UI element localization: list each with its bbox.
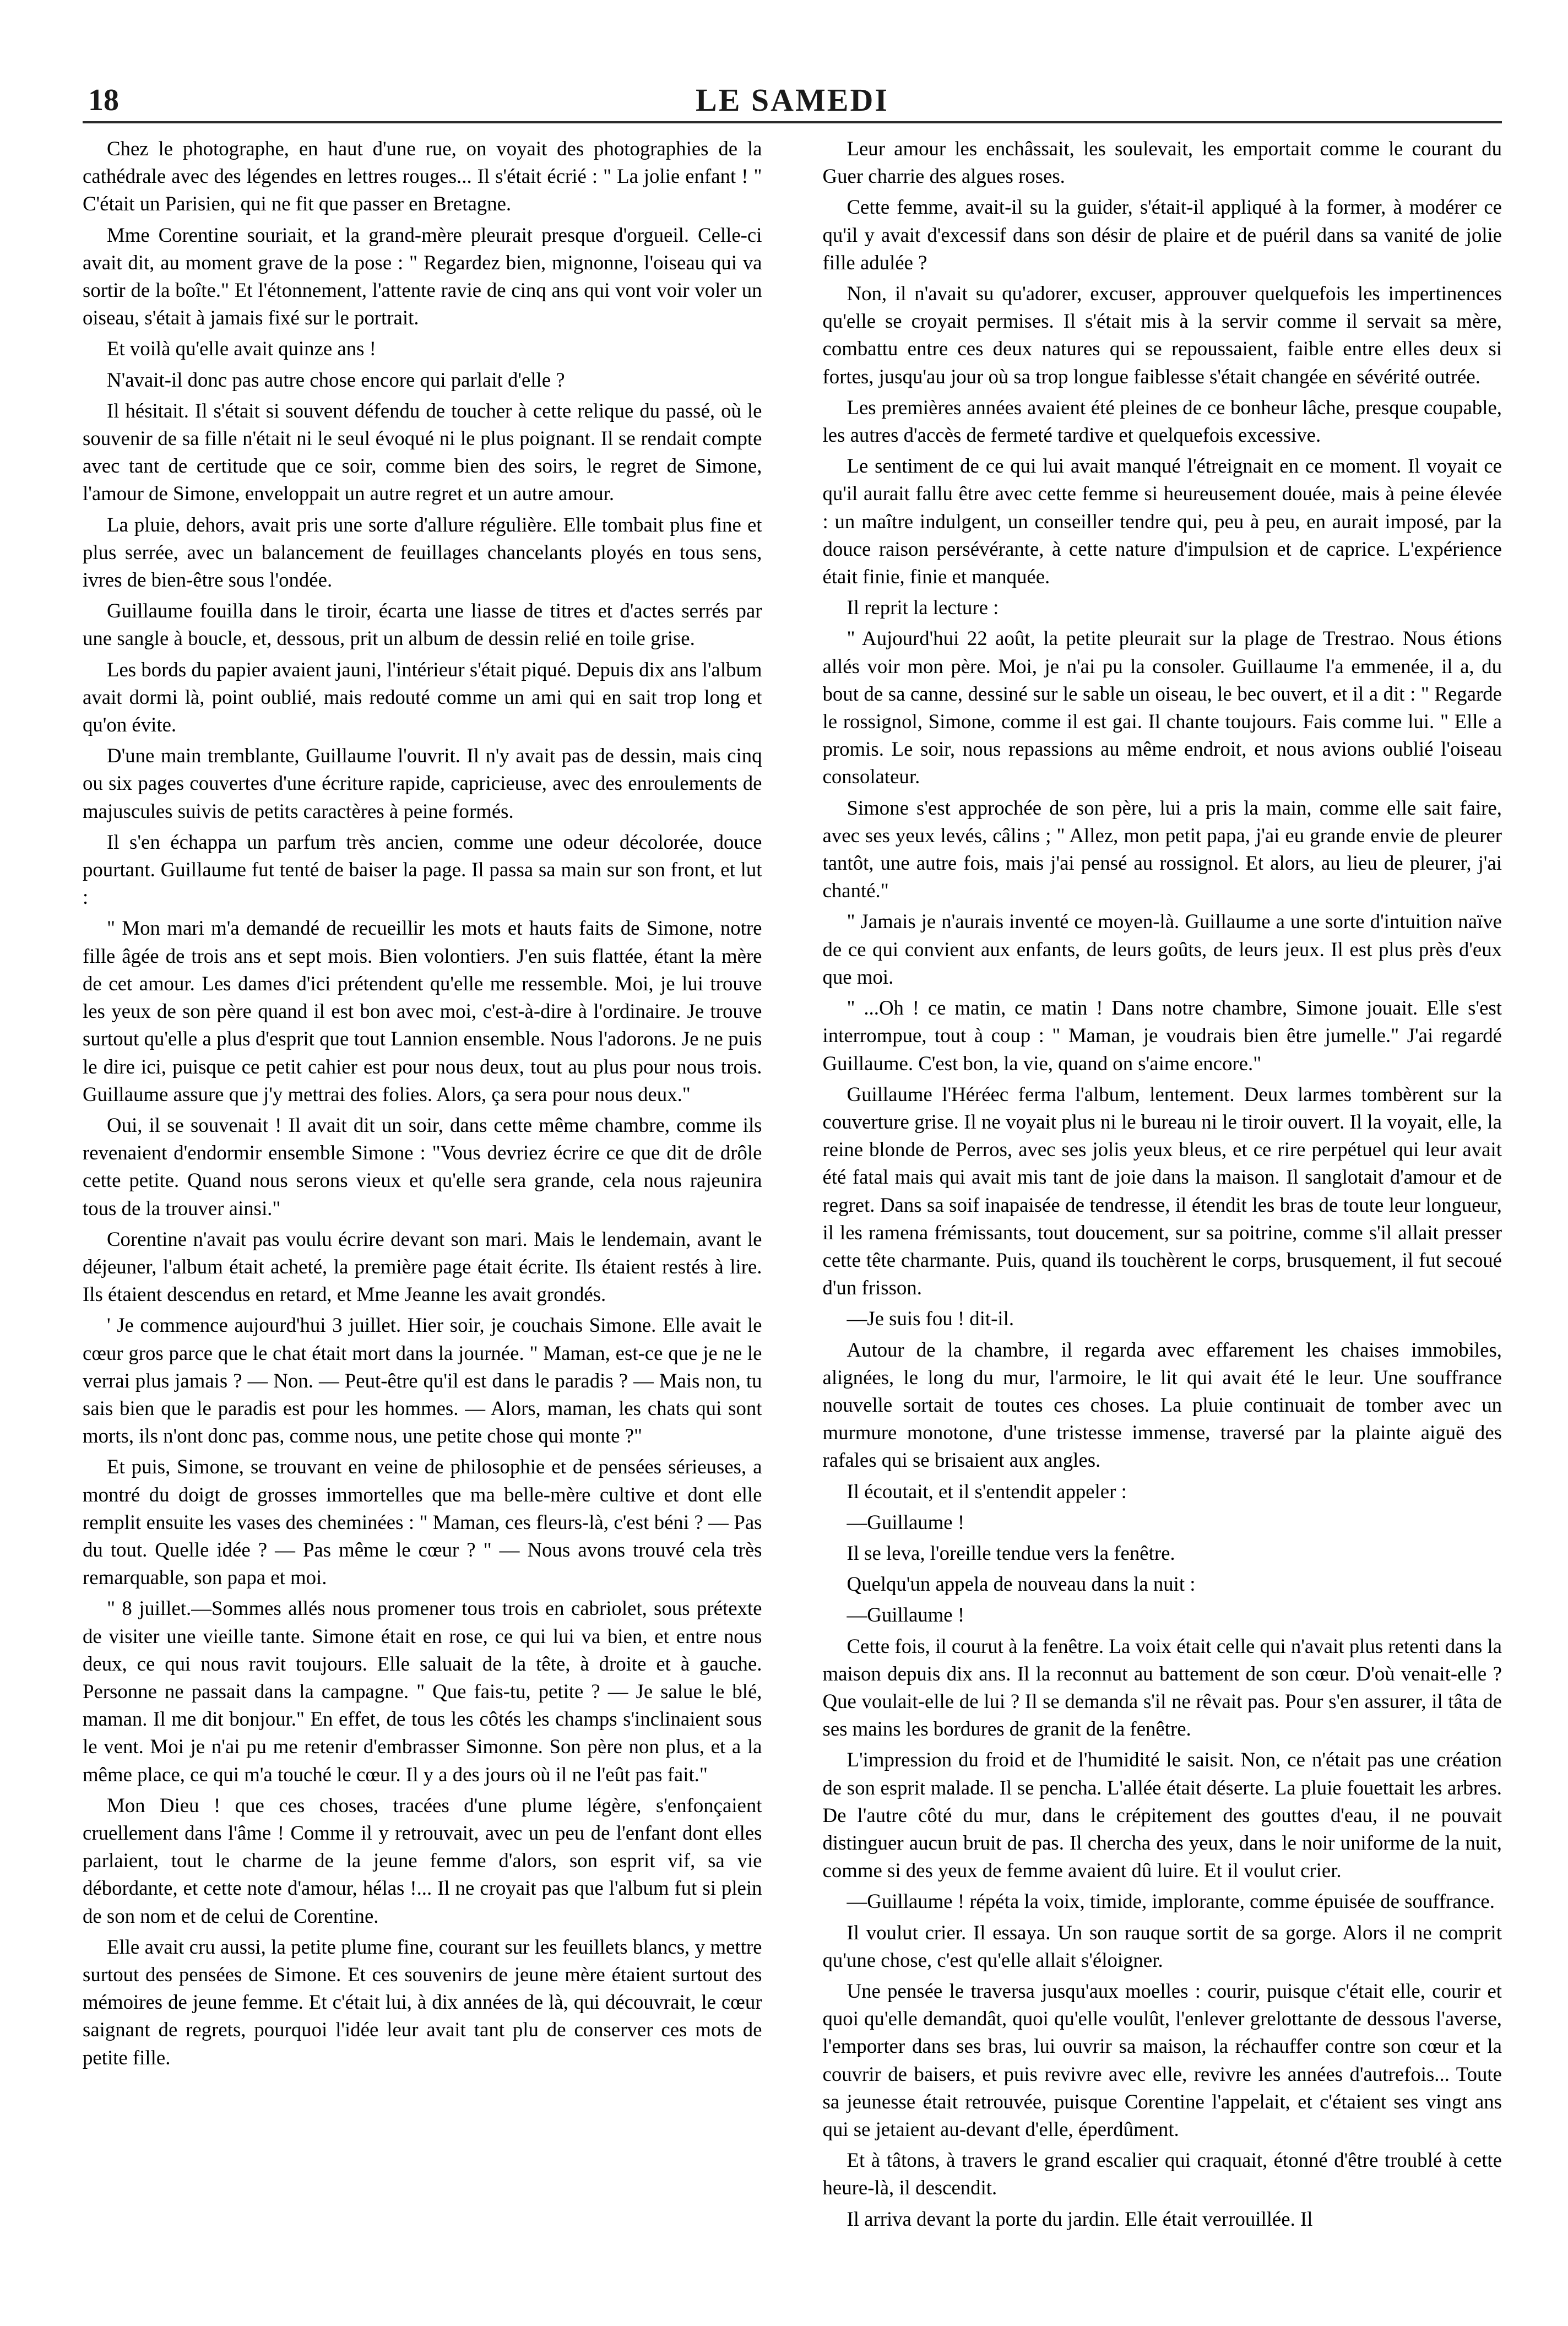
paragraph: Il hésitait. Il s'était si souvent défendu de toucher à cette relique du passé, où le souvenir de sa fille n'était ni le seul évoqué ni le plus poignant. Il se rendait compte avec tant de certitude que ce soir, comme bien des soirs, le regret de Simone, l'amour de Simone, enveloppait un autre regret et un autre amour. — [83, 399, 762, 505]
paragraph: N'avait-il donc pas autre chose encore qui parlait d'elle ? — [107, 368, 565, 391]
paragraph: Il arriva devant la porte du jardin. Elle était verrouillée. Il — [847, 2207, 1313, 2230]
journal-title: LE SAMEDI — [696, 82, 889, 118]
paragraph: L'impression du froid et de l'humidité le saisit. Non, ce n'était pas une création de son esprit malade. Il se pencha. L'allée était déserte. La pluie fouettait les arbres. De l'autre côté du mur, dans le crépitement des gouttes d'eau, il ne pouvait distinguer aucun bruit de pas. Il chercha des yeux, dans le noir uniforme de la nuit, comme si des yeux de femme avaient dû luire. Et il voulut crier. — [822, 1748, 1502, 1882]
paragraph: Autour de la chambre, il regarda avec effarement les chaises immobiles, alignées, le long du mur, l'armoire, le lit qui avait été le leur. Une souffrance nouvelle sortait de toutes ces choses. La pluie continuait de tomber avec un murmure monotone, d'une tristesse immense, traversé par la plainte aiguë des rafales qui se brisaient aux angles. — [822, 1338, 1502, 1472]
paragraph: Et voilà qu'elle avait quinze ans ! — [107, 337, 376, 360]
paragraph: Les premières années avaient été pleines de ce bonheur lâche, presque coupable, les autres d'accès de fermeté tardive et quelquefois excessive. — [822, 395, 1502, 447]
paragraph: Et puis, Simone, se trouvant en veine de philosophie et de pensées sérieuses, a montré du doigt de grosses immortelles que ma belle-mère cultive et dont elle remplit ensuite les vases des cheminées : " Maman, ces fleurs-là, c'est béni ? — Pas du tout. Quelle idée ? — Pas même le cœur ? " — Nous avons trouvé cela très remarquable, son papa et moi. — [83, 1455, 762, 1589]
paragraph: Il voulut crier. Il essaya. Un son rauque sortit de sa gorge. Alors il ne comprit qu'une chose, c'est qu'elle allait s'éloigner. — [822, 1921, 1502, 1971]
paragraph: ' Je commence aujourd'hui 3 juillet. Hier soir, je couchais Simone. Elle avait le cœur gros parce que le chat était mort dans la journée. " Maman, est-ce que je ne le verrai plus jamais ? — Non. — Peut-être qu'il est dans le paradis ? — Mais non, tu sais bien que le paradis est pour les hommes. — Alors, maman, les chats qui sont morts, ils n'ont donc pas, comme nous, une petite chose qui monte ?" — [83, 1314, 762, 1447]
paragraph: Il se leva, l'oreille tendue vers la fenêtre. — [847, 1541, 1175, 1564]
paragraph: Les bords du papier avaient jauni, l'intérieur s'était piqué. Depuis dix ans l'album avait dormi là, point oublié, mais redouté comme un ami qui en sait trop long et qu'on évite. — [83, 658, 762, 736]
paragraph: Elle avait cru aussi, la petite plume fine, courant sur les feuillets blancs, y mettre surtout des pensées de Simone. Et ces souvenirs de jeune mère étaient surtout des mémoires de jeune femme. Et c'était lui, à dix années de là, qui découvrait, le cœur saignant de regrets, pourquoi l'idée leur avait tant plu de conserver ces mots de petite fille. — [83, 1935, 762, 2069]
paragraph: Cette femme, avait-il su la guider, s'était-il appliqué à la former, à modérer ce qu'il y avait d'excessif dans son désir de plaire et de puéril dans sa vanité de jolie fille adulée ? — [822, 196, 1502, 274]
paragraph: " ...Oh ! ce matin, ce matin ! Dans notre chambre, Simone jouait. Elle s'est interrompue, tout à coup : " Maman, je voudrais bien être jumelle." J'ai regardé Guillaume. C'est bon, la vie, quand on s'aime encore." — [822, 996, 1502, 1075]
paragraph: Il s'en échappa un parfum très ancien, comme une odeur décolorée, douce pourtant. Guillaume fut tenté de baiser la page. Il passa sa main sur son front, et lut : — [83, 830, 762, 909]
paragraph: Leur amour les enchâssait, les soulevait, les emportait comme le courant du Guer charrie des algues roses. — [822, 137, 1502, 188]
page-header — [83, 77, 1502, 123]
paragraph: Mme Corentine souriait, et la grand-mère pleurait presque d'orgueil. Celle-ci avait dit, au moment grave de la pose : " Regardez bien, mignonne, l'oiseau qui va sortir de la boîte." Et l'étonnement, l'attente ravie de cinq ans qui vont voir voler un oiseau, s'était à jamais fixé sur le portrait. — [83, 223, 762, 329]
paragraph: Guillaume l'Héréec ferma l'album, lentement. Deux larmes tombèrent sur la couverture grise. Il ne voyait plus ni le bureau ni le tiroir ouvert. Il la voyait, elle, la reine blonde de Perros, avec ses jolis yeux bleus, et ce rire perpétuel qui leur avait été fatal mais qui avait mis tant de joie dans la maison. Il sanglotait d'amour et de regret. Dans sa soif inapaisée de tendresse, il étendit les bras de toute leur longueur, il les ramena frémissants, tout doucement, sur sa poitrine, comme s'il allait presser cette tête charmante. Puis, quand ils touchèrent le corps, brusquement, il fut secoué d'un frisson. — [822, 1082, 1502, 1299]
paragraph: —Guillaume ! — [847, 1603, 965, 1626]
paragraph: —Guillaume ! — [847, 1510, 965, 1533]
paragraph: " 8 juillet.—Sommes allés nous promener tous trois en cabriolet, sous prétexte de visiter une vieille tante. Simone était en rose, ce qui lui va bien, et entre nous deux, ce qui nous ravit toujours. Elle saluait de la tête, à droite et à gauche. Personne ne passait dans la campagne. " Que fais-tu, petite ? — Je salue le blé, maman. Il me dit bonjour." En effet, de tous les côtés les champs s'inclinaient sous le vent. Moi je n'ai pu me retenir d'embrasser Simonne. Son père non plus, et a la même place, ce qui m'a touché le cœur. Il y a des jours où il ne l'eût pas fait." — [83, 1597, 762, 1786]
paragraph: La pluie, dehors, avait pris une sorte d'allure régulière. Elle tombait plus fine et plus serrée, avec un balancement de feuillages chancelants ployés en tous sens, ivres de bien-être sous l'ondée. — [83, 513, 762, 592]
paragraph: Chez le photographe, en haut d'une rue, on voyait des photographies de la cathédrale avec des légendes en lettres rouges... Il s'était écrié : " La jolie enfant ! " C'était un Parisien, qui ne fit que passer en Bretagne. — [83, 137, 762, 215]
paragraph: " Mon mari m'a demandé de recueillir les mots et hauts faits de Simone, notre fille âgée de trois ans et sept mois. Bien volontiers. J'en suis flattée, étant la mère de cet amour. Les dames d'ici prétendent qu'elle me ressemble. Moi, je lui trouve les yeux de son père quand il est bon avec moi, c'est-à-dire à l'ordinaire. Je trouve surtout qu'elle a plus d'esprit que tout Lannion ensemble. Nous l'adorons. Je ne puis le dire ici, puisque ce petit cahier est pour nous deux, tout au plus pour nous trois. Guillaume assure que j'y mettrai des folies. Alors, ça sera pour nous deux." — [83, 917, 762, 1105]
paragraph: Quelqu'un appela de nouveau dans la nuit : — [847, 1573, 1196, 1596]
paragraph: Le sentiment de ce qui lui avait manqué l'étreignait en ce moment. Il voyait ce qu'il aurait fallu être avec cette femme si heureusement douée, mais à peine élevée : un maître indulgent, un conseiller tendre qui, peu à peu, en aurait imposé, par la douce raison persévérante, à cette nature d'impulsion et de caprice. L'expérience était finie, finie et manquée. — [822, 454, 1502, 588]
paragraph: Cette fois, il courut à la fenêtre. La voix était celle qui n'avait plus retenti dans la maison depuis dix ans. Il la reconnut au battement de son cœur. D'où venait-elle ? Que voulait-elle de lui ? Il se demanda s'il ne rêvait pas. Pour s'en assurer, il tâta de ses mains les bordures de granit de la fenêtre. — [822, 1634, 1502, 1741]
paragraph: Il écoutait, et il s'entendit appeler : — [847, 1479, 1127, 1503]
paragraph: Et à tâtons, à travers le grand escalier qui craquait, étonné d'être troublé à cette heure-là, il descendit. — [822, 2149, 1502, 2199]
paragraph: —Guillaume ! répéta la voix, timide, implorante, comme épuisée de souffrance. — [847, 1890, 1495, 1913]
paragraph: " Aujourd'hui 22 août, la petite pleurait sur la plage de Trestrao. Nous étions allés voir mon père. Moi, je n'ai pu la consoler. Guillaume l'a emmenée, il a, du bout de sa canne, dessiné sur le sable un oiseau, le bec ouvert, et il a dit : " Regarde le rossignol, Simone, comme il est gai. Il chante toujours. Fais comme lui. " Elle a promis. Le soir, nous repassions au même endroit, et nous avions oublié l'oiseau consolateur. — [822, 627, 1502, 788]
text-columns — [83, 135, 1502, 2271]
paragraph: D'une main tremblante, Guillaume l'ouvrit. Il n'y avait pas de dessin, mais cinq ou six pages couvertes d'une écriture rapide, capricieuse, avec des enroulements de majuscules suivis de petits caractères à peine formés. — [83, 744, 762, 822]
paragraph: Mon Dieu ! que ces choses, tracées d'une plume légère, s'enfonçaient cruellement dans l'âme ! Comme il y retrouvait, avec un peu de l'enfant dont elles parlaient, tout le charme de la jeune femme d'alors, son esprit vif, sa vie débordante, et cette note d'amour, hélas !... Il ne croyait pas que l'album fut si plein de son nom et de celui de Corentine. — [83, 1793, 762, 1927]
paragraph: Guillaume fouilla dans le tiroir, écarta une liasse de titres et d'actes serrés par une sangle à boucle, et, dessous, prit un album de dessin relié en toile grise. — [83, 599, 762, 650]
paragraph: Simone s'est approchée de son père, lui a pris la main, comme elle sait faire, avec ses yeux levés, câlins ; " Allez, mon petit papa, j'ai eu grande envie de pleurer tantôt, une autre fois, mais j'ai pensé au rossignol. Et alors, au lieu de pleurer, j'ai chanté." — [822, 796, 1502, 902]
left-column — [83, 135, 762, 2271]
paragraph: Corentine n'avait pas voulu écrire devant son mari. Mais le lendemain, avant le déjeuner, l'album était acheté, la première page était écrite. Ils étaient restés à lire. Ils étaient descendus en retard, et Mme Jeanne les avait grondés. — [83, 1227, 762, 1306]
paragraph: " Jamais je n'aurais inventé ce moyen-là. Guillaume a une sorte d'intuition naïve de ce qui convient aux enfants, de leurs goûts, de leurs jeux. Il est plus près d'eux que moi. — [822, 910, 1502, 988]
paragraph: Une pensée le traversa jusqu'aux moelles : courir, puisque c'était elle, courir et quoi qu'elle demandât, quoi qu'elle voulût, l'enlever grelottante de dessous l'averse, l'emporter dans ses bras, lui ouvrir sa maison, la réchauffer contre son cœur et la couvrir de baisers, et puis revivre avec elle, revivre les années d'autrefois... Toute sa jeunesse était retrouvée, puisque Corentine l'appelait, et c'étaient ses vingt ans qui se jetaient au-devant d'elle, éperdûment. — [822, 1980, 1502, 2141]
paragraph: Oui, il se souvenait ! Il avait dit un soir, dans cette même chambre, comme ils revenaient d'endormir ensemble Simone : "Vous devriez écrire ce que dit de drôle cette petite. Quand nous serons vieux et qu'elle sera grande, cela nous rajeunira tous de la trouver ainsi." — [83, 1113, 762, 1219]
page-number: 18 — [88, 83, 119, 117]
paragraph: —Je suis fou ! dit-il. — [847, 1307, 1014, 1330]
right-column — [823, 135, 1502, 2271]
paragraph: Non, il n'avait su qu'adorer, excuser, approuver quelquefois les impertinences qu'elle se croyait permises. Il s'était mis à la servir comme il servait sa mère, combattu entre ces deux natures qui se repoussaient, faible entre elles deux si fortes, jusqu'au jour où sa trop longue faiblesse s'était changée en sévérité outrée. — [822, 282, 1502, 388]
paragraph: Il reprit la lecture : — [847, 596, 999, 619]
